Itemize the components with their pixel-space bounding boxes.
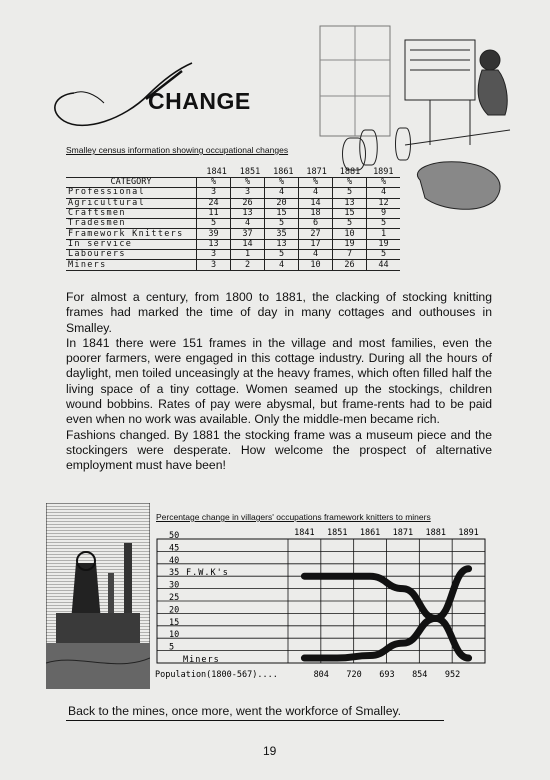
y-tick-label: 25	[169, 593, 180, 603]
census-value: 3	[231, 188, 265, 198]
census-value: 12	[367, 198, 401, 208]
x-tick-label: 1891	[458, 528, 479, 538]
closing-sentence: Back to the mines, once more, went the workforce of Smalley.	[68, 704, 402, 718]
y-tick-label: 15	[169, 617, 180, 628]
census-value: 27	[299, 229, 333, 239]
census-row	[66, 219, 400, 229]
census-value: 37	[231, 229, 265, 239]
census-row	[66, 208, 400, 218]
census-year: 1861	[273, 167, 294, 177]
census-header-row	[66, 178, 400, 188]
census-value: 1	[231, 250, 265, 260]
census-year: 1871	[306, 167, 327, 177]
census-value: 4	[231, 219, 265, 229]
census-value: 26	[231, 198, 265, 208]
census-value: 15	[265, 208, 299, 218]
census-value: 39	[197, 229, 231, 239]
unit-header: %	[333, 178, 367, 188]
census-value: 19	[333, 239, 367, 249]
census-value: 1	[367, 229, 401, 239]
census-value: 14	[299, 198, 333, 208]
census-row	[66, 239, 400, 249]
census-category: Craftsmen	[66, 208, 197, 218]
x-tick-label: 1881	[425, 528, 446, 538]
population-value: 804	[313, 670, 329, 680]
y-tick-label: 5	[169, 642, 175, 653]
census-value: 11	[197, 208, 231, 218]
census-category: Professional	[66, 188, 197, 198]
census-value: 4	[265, 188, 299, 198]
census-value: 26	[333, 260, 367, 270]
census-value: 5	[333, 219, 367, 229]
census-category: Tradesmen	[66, 219, 197, 229]
census-row	[66, 188, 400, 198]
census-value: 5	[197, 219, 231, 229]
population-label: Population(1800-567)....	[155, 670, 278, 680]
body-paragraph: In 1841 there were 151 frames in the village and most families, even the poorer farmers, were engaged in this cottage industry. During all the hours of daylight, men toiled unceasingly at the heavy frames, which often filled half the living space of a tiny cottage. Women seamed up the stockings, children wound bobbins. Rates of pay were abysmal, but frame-rents had to be paid even when no work was available. Only the middle-men became rich.	[66, 335, 492, 427]
category-header: CATEGORY	[66, 178, 197, 188]
census-value: 3	[197, 188, 231, 198]
census-value: 15	[333, 208, 367, 218]
occupation-line-chart	[155, 525, 500, 685]
census-row	[66, 198, 400, 208]
census-year: 1851	[239, 167, 261, 177]
unit-header: %	[197, 178, 231, 188]
census-value: 44	[367, 260, 401, 270]
census-value: 20	[265, 198, 299, 208]
census-value: 9	[367, 208, 401, 218]
y-tick-label: 35	[169, 568, 180, 579]
census-value: 5	[265, 250, 299, 260]
x-tick-label: 1861	[359, 528, 381, 538]
census-table-body	[66, 178, 400, 271]
census-category: Miners	[66, 260, 197, 270]
unit-header: %	[299, 178, 333, 188]
colliery-engraving	[46, 503, 150, 689]
population-value: 720	[346, 670, 362, 680]
census-years-row	[200, 167, 400, 177]
census-value: 4	[265, 260, 299, 270]
x-tick-label: 1851	[327, 528, 348, 538]
x-tick-label: 1841	[294, 528, 315, 538]
body-text	[66, 290, 492, 474]
census-row	[66, 260, 400, 270]
y-tick-label: 10	[169, 630, 180, 641]
census-table	[66, 177, 400, 271]
census-value: 13	[265, 239, 299, 249]
census-category: Agricultural	[66, 198, 197, 208]
census-value: 4	[367, 188, 401, 198]
population-value: 693	[379, 670, 395, 680]
census-value: 7	[333, 250, 367, 260]
closing-underline	[66, 720, 444, 721]
census-value: 19	[367, 239, 401, 249]
unit-header: %	[265, 178, 299, 188]
census-value: 3	[197, 260, 231, 270]
page-title: CHANGE	[148, 88, 251, 114]
page-number: 19	[263, 744, 277, 758]
census-year: 1891	[373, 167, 394, 177]
census-value: 13	[197, 239, 231, 249]
census-value: 13	[231, 208, 265, 218]
census-value: 17	[299, 239, 333, 249]
chart-caption: Percentage change in villagers' occupations framework knitters to miners	[156, 512, 431, 522]
population-value: 952	[444, 670, 461, 680]
unit-header: %	[367, 178, 401, 188]
census-category: Framework Knitters	[66, 229, 197, 239]
y-tick-label: 20	[169, 605, 180, 616]
unit-header: %	[231, 178, 265, 188]
census-value: 5	[265, 219, 299, 229]
body-paragraph: Fashions changed. By 1881 the stocking frame was a museum piece and the stockingers were desperate. How welcome the prospect of alternative employment must have been!	[66, 427, 492, 473]
census-value: 5	[367, 250, 401, 260]
x-tick-label: 1871	[392, 528, 414, 538]
census-value: 2	[231, 260, 265, 270]
y-tick-label: 40	[169, 555, 180, 566]
series-label: F.W.K's	[186, 568, 229, 579]
census-value: 4	[299, 250, 333, 260]
y-tick-label: 45	[169, 543, 180, 554]
census-value: 35	[265, 229, 299, 239]
census-value: 13	[333, 198, 367, 208]
census-value: 4	[299, 188, 333, 198]
census-value: 6	[299, 219, 333, 229]
census-value: 3	[197, 250, 231, 260]
census-value: 14	[231, 239, 265, 249]
census-row	[66, 250, 400, 260]
body-paragraph: For almost a century, from 1800 to 1881, the clacking of stocking knitting frames had marked the time of day in many cottages and outhouses in Smalley.	[66, 290, 492, 335]
census-year: 1881	[339, 167, 361, 177]
y-tick-label: 50	[169, 531, 180, 541]
census-value: 18	[299, 208, 333, 218]
census-row	[66, 229, 400, 239]
census-caption: Smalley census information showing occupational changes	[66, 145, 289, 155]
census-value: 10	[299, 260, 333, 270]
census-year: 1841	[206, 167, 227, 177]
census-value: 10	[333, 229, 367, 239]
population-value: 854	[412, 670, 428, 680]
census-value: 5	[367, 219, 401, 229]
census-value: 5	[333, 188, 367, 198]
census-value: 24	[197, 198, 231, 208]
series-label: Miners	[183, 655, 220, 665]
y-tick-label: 30	[169, 580, 180, 591]
census-category: In service	[66, 239, 197, 249]
census-category: Labourers	[66, 250, 197, 260]
